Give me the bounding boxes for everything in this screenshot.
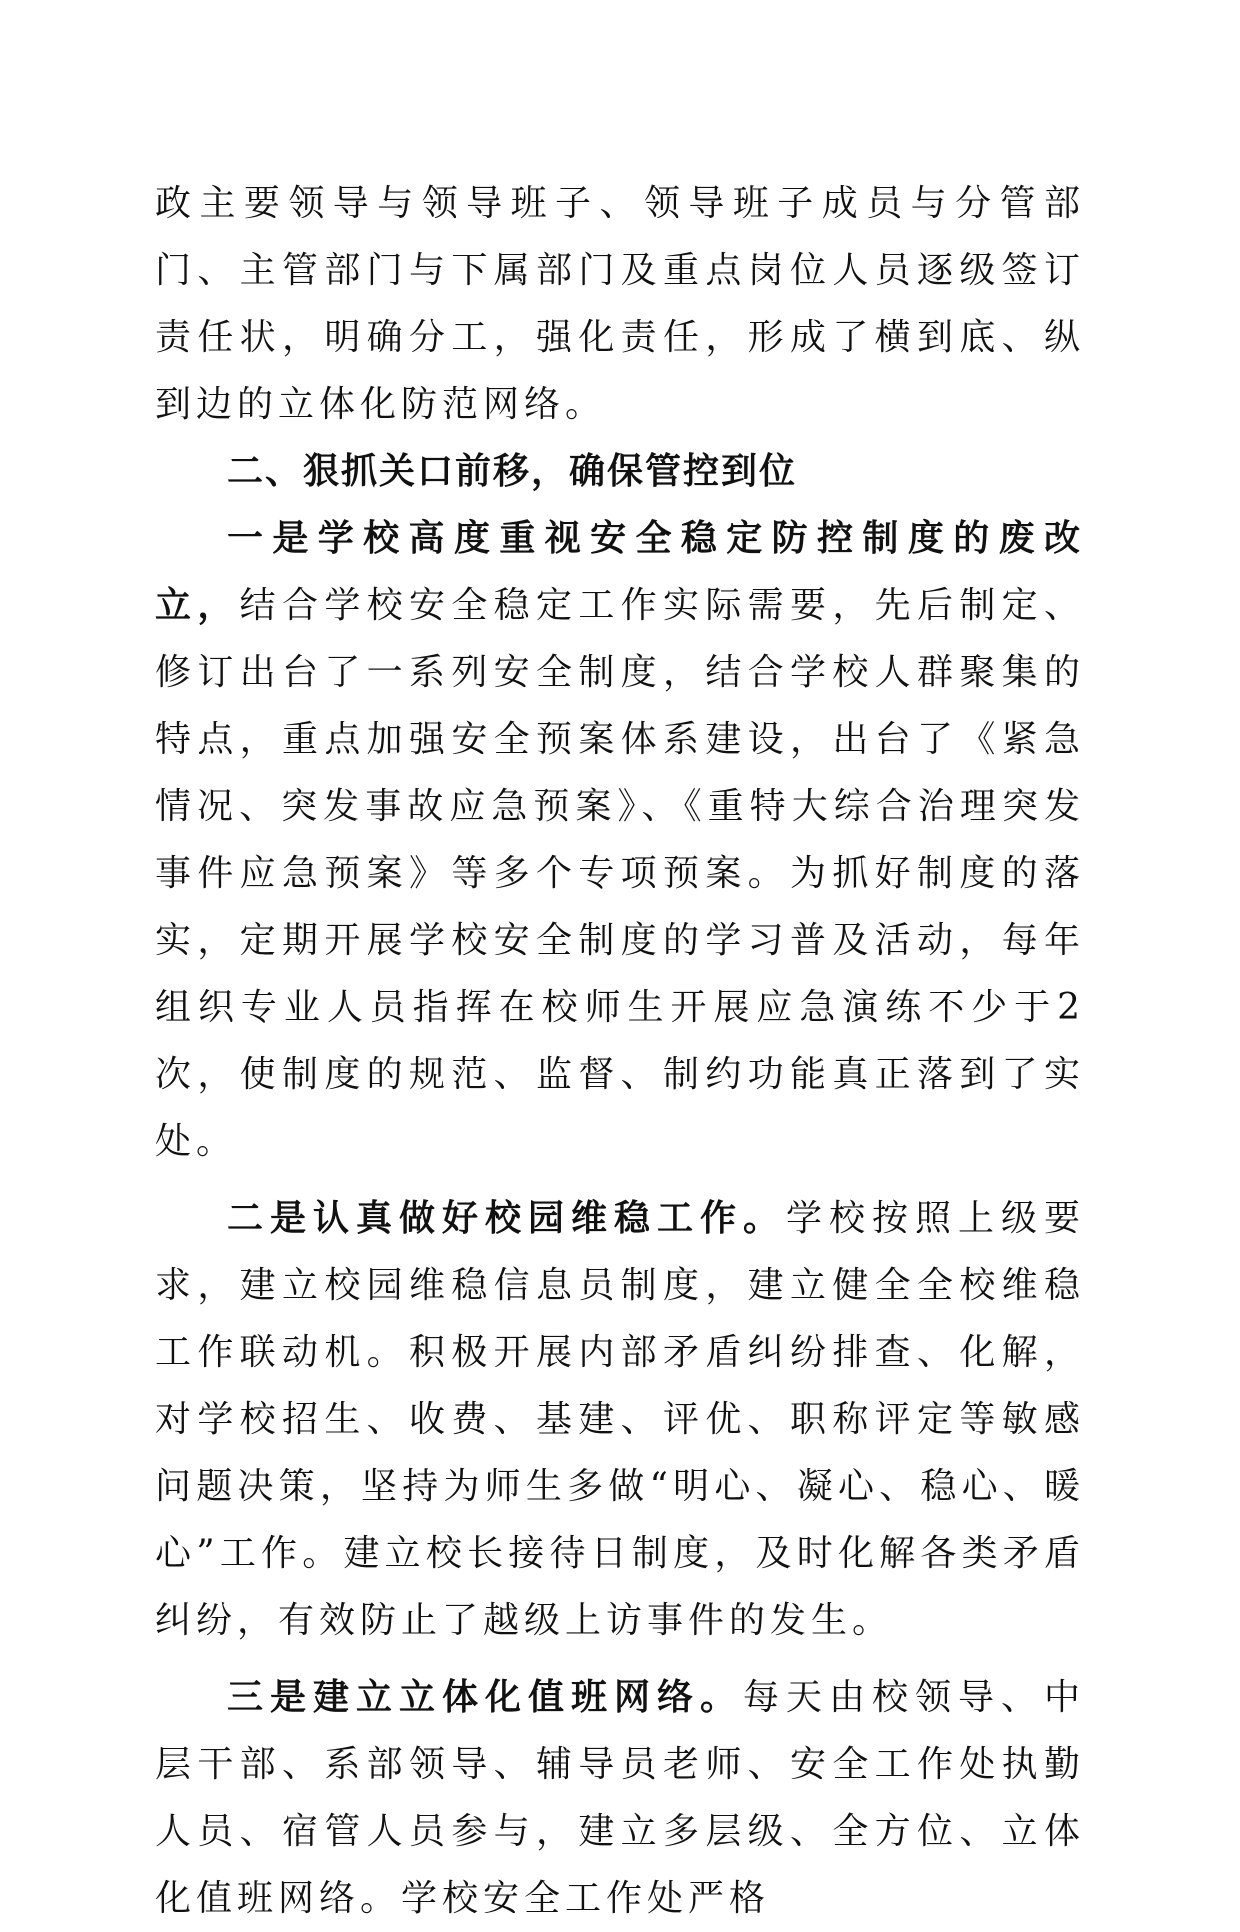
paragraph-lead: 二是认真做好校园维稳工作。 xyxy=(227,1197,786,1239)
paragraph-continuation xyxy=(155,170,1085,438)
paragraph-text: 每天由校领导、中层干部、系部领导、辅导员老师、安全工作处执勤人员、宿管人员参与，建立多层级、全方位、立体化值班网络。学校安全工作处严格 xyxy=(155,1677,1085,1919)
section-heading xyxy=(155,438,1085,505)
paragraph-item-2 xyxy=(155,1185,1085,1654)
paragraph-lead: 一是学校高度重视安全稳定防控制度的废改立， xyxy=(155,517,1085,626)
paragraph-text: 政主要领导与领导班子、领导班子成员与分管部门、主管部门与下属部门及重点岗位人员逐级签订责任状，明确分工，强化责任，形成了横到底、纵到边的立体化防范网络。 xyxy=(155,183,1085,425)
paragraph-item-1 xyxy=(155,505,1085,1175)
paragraph-text: 结合学校安全稳定工作实际需要，先后制定、修订出台了一系列安全制度，结合学校人群聚集的特点，重点加强安全预案体系建设，出台了《紧急情况、突发事故应急预案》、《重特大综合治理突发事件应急预案》等多个专项预案。为抓好制度的落实，定期开展学校安全制度的学习普及活动，每年组织专业人员指挥在校师生开展应急演练不少于2次，使制度的规范、监督、制约功能真正落到了实处。 xyxy=(155,585,1085,1162)
paragraph-item-3 xyxy=(155,1664,1085,1932)
document-page xyxy=(155,170,1085,1932)
paragraph-lead: 三是建立立体化值班网络。 xyxy=(227,1676,743,1718)
paragraph-text: 学校按照上级要求，建立校园维稳信息员制度，建立健全全校维稳工作联动机。积极开展内部矛盾纠纷排查、化解，对学校招生、收费、基建、评优、职称评定等敏感问题决策，坚持为师生多做“明心、凝心、稳心、暖心”工作。建立校长接待日制度，及时化解各类矛盾纠纷，有效防止了越级上访事件的发生。 xyxy=(155,1198,1085,1641)
section-heading-text: 二、狠抓关口前移，确保管控到位 xyxy=(227,451,798,492)
